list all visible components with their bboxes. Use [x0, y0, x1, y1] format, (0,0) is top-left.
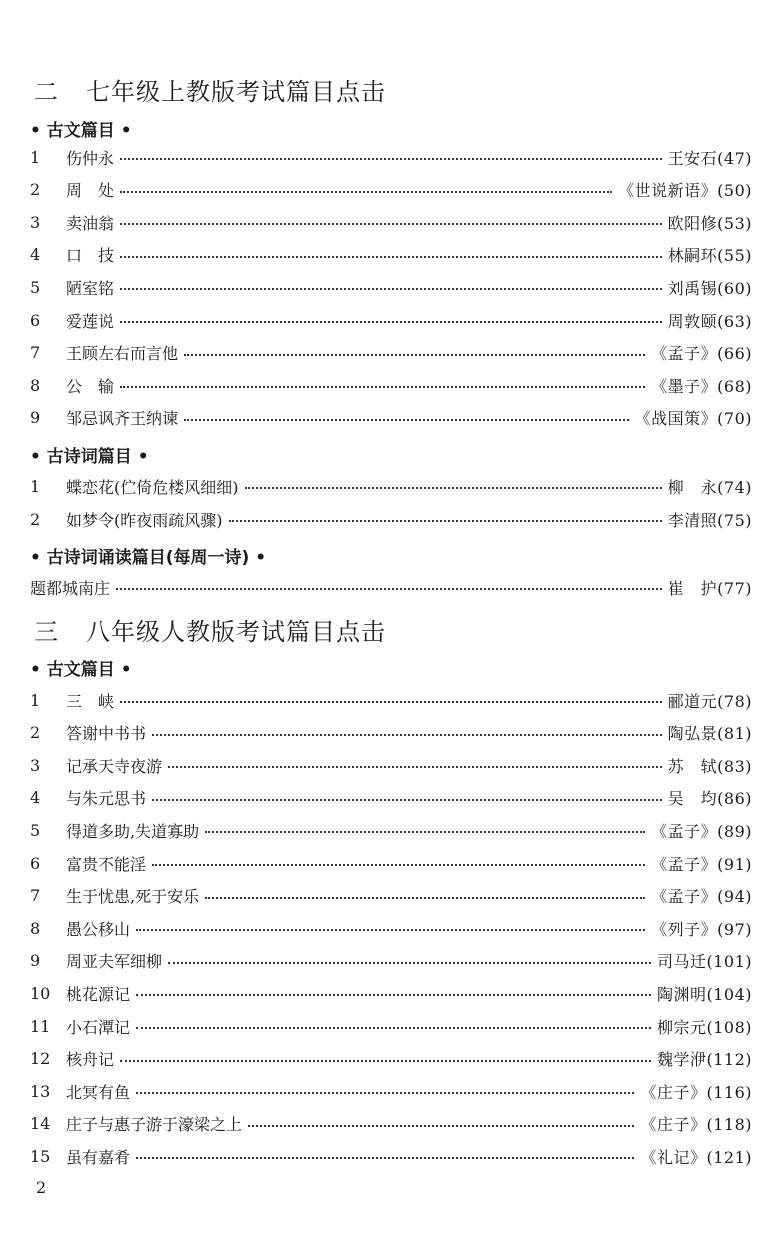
toc-entry — [30, 884, 752, 908]
dot-leader — [120, 223, 662, 225]
dot-leader — [120, 288, 662, 290]
toc-entry — [30, 851, 752, 875]
entry-title: 富贵不能淫 — [66, 854, 147, 874]
dot-leader — [120, 191, 612, 193]
dot-leader — [248, 1125, 634, 1127]
entry-title: 虽有嘉肴 — [66, 1147, 131, 1167]
chapter-heading — [34, 612, 386, 647]
toc-entry — [30, 1144, 752, 1168]
page-number: 2 — [36, 1178, 47, 1197]
dot-leader — [245, 487, 662, 489]
entry-title: 愚公移山 — [66, 919, 131, 939]
entry-title: 与朱元思书 — [66, 789, 147, 809]
toc-entry — [30, 406, 752, 430]
entry-title: 核舟记 — [66, 1050, 115, 1070]
entry-source-page: 《世说新语》(50) — [618, 181, 752, 201]
entry-title: 陋室铭 — [66, 278, 115, 298]
toc-entry — [30, 1047, 752, 1071]
toc-entry — [30, 373, 752, 397]
chapter-heading — [34, 72, 386, 107]
entry-number: 2 — [30, 180, 41, 200]
entry-number: 9 — [30, 408, 41, 428]
section-heading: • 古文篇目 • — [30, 121, 132, 141]
toc-entry — [30, 474, 752, 498]
dot-leader — [184, 354, 645, 356]
entry-title: 公 输 — [66, 376, 115, 396]
entry-number: 3 — [30, 755, 41, 775]
dot-leader — [116, 588, 662, 590]
entry-number: 1 — [30, 476, 41, 496]
entry-number: 14 — [30, 1114, 51, 1134]
entry-title: 伤仲永 — [66, 148, 115, 168]
entry-number: 13 — [30, 1081, 51, 1101]
toc-entry — [30, 178, 752, 202]
section-heading: • 古诗词诵读篇目(每周一诗) • — [30, 548, 267, 568]
dot-leader — [120, 158, 662, 160]
entry-title: 北冥有鱼 — [66, 1082, 131, 1102]
entry-number: 6 — [30, 853, 41, 873]
entry-source-page: 柳 永(74) — [667, 477, 752, 497]
toc-entry — [30, 145, 752, 169]
entry-source-page: 《列子》(97) — [651, 919, 752, 939]
entry-number: 12 — [30, 1049, 51, 1069]
toc-entry — [30, 210, 752, 234]
dot-leader — [120, 386, 645, 388]
chapter-number: 三 — [34, 618, 59, 646]
entry-number: 8 — [30, 375, 41, 395]
entry-title: 如梦令(昨夜雨疏风骤) — [66, 510, 223, 530]
entry-source-page: 《孟子》(89) — [651, 821, 752, 841]
dot-leader — [120, 1060, 651, 1062]
toc-entry — [30, 575, 752, 599]
entry-number: 8 — [30, 918, 41, 938]
entry-source-page: 王安石(47) — [667, 148, 752, 168]
entry-number: 2 — [30, 723, 41, 743]
entry-source-page: 柳宗元(108) — [656, 1017, 752, 1037]
dot-leader — [205, 897, 645, 899]
entry-title: 卖油翁 — [66, 213, 115, 233]
chapter-title: 八年级人教版考试篇目点击 — [86, 618, 386, 646]
dot-leader — [168, 962, 651, 964]
entry-source-page: 《孟子》(91) — [651, 854, 752, 874]
entry-title: 庄子与惠子游于濠梁之上 — [66, 1115, 243, 1135]
dot-leader — [136, 929, 645, 931]
toc-entry — [30, 818, 752, 842]
entry-number: 6 — [30, 310, 41, 330]
entry-number: 15 — [30, 1146, 51, 1166]
entry-title: 记承天寺夜游 — [66, 756, 163, 776]
entry-source-page: 刘禹锡(60) — [667, 278, 752, 298]
entry-source-page: 《战国策》(70) — [634, 409, 752, 429]
toc-entry — [30, 753, 752, 777]
entry-title: 蝶恋花(伫倚危楼风细细) — [66, 477, 239, 497]
entry-title: 答谢中书书 — [66, 724, 147, 744]
entry-source-page: 陶弘景(81) — [667, 724, 752, 744]
toc-entry — [30, 916, 752, 940]
entry-number: 2 — [30, 509, 41, 529]
entry-number: 7 — [30, 343, 41, 363]
toc-entry — [30, 1112, 752, 1136]
entry-source-page: 欧阳修(53) — [667, 213, 752, 233]
entry-source-page: 魏学洢(112) — [656, 1050, 752, 1070]
entry-title: 小石潭记 — [66, 1017, 131, 1037]
section-heading: • 古文篇目 • — [30, 660, 132, 680]
entry-title: 爱莲说 — [66, 311, 115, 331]
chapter-number: 二 — [34, 78, 59, 106]
entry-number: 1 — [30, 147, 41, 167]
toc-entry — [30, 721, 752, 745]
entry-title: 生于忧患,死于安乐 — [66, 887, 200, 907]
entry-title: 周亚夫军细柳 — [66, 952, 163, 972]
dot-leader — [152, 799, 662, 801]
entry-title: 王顾左右而言他 — [66, 344, 179, 364]
dot-leader — [120, 321, 662, 323]
entry-number: 5 — [30, 277, 41, 297]
toc-entry — [30, 786, 752, 810]
entry-title: 邹忌讽齐王纳谏 — [66, 409, 179, 429]
dot-leader — [205, 831, 645, 833]
entry-title: 周 处 — [66, 181, 115, 201]
dot-leader — [136, 994, 651, 996]
entry-number: 10 — [30, 983, 51, 1003]
entry-number: 7 — [30, 886, 41, 906]
chapter-title: 七年级上教版考试篇目点击 — [86, 78, 386, 106]
entry-source-page: 郦道元(78) — [667, 691, 752, 711]
entry-source-page: 《孟子》(94) — [651, 887, 752, 907]
entry-source-page: 《庄子》(118) — [640, 1115, 752, 1135]
entry-source-page: 《孟子》(66) — [651, 344, 752, 364]
toc-entry — [30, 275, 752, 299]
entry-title: 得道多助,失道寡助 — [66, 821, 200, 841]
entry-source-page: 苏 轼(83) — [667, 756, 752, 776]
entry-source-page: 《墨子》(68) — [651, 376, 752, 396]
dot-leader — [120, 701, 662, 703]
entry-source-page: 陶渊明(104) — [656, 984, 752, 1004]
entry-source-page: 司马迁(101) — [656, 952, 752, 972]
dot-leader — [136, 1027, 651, 1029]
dot-leader — [136, 1092, 634, 1094]
dot-leader — [168, 766, 662, 768]
dot-leader — [152, 734, 662, 736]
dot-leader — [229, 520, 662, 522]
entry-number: 3 — [30, 212, 41, 232]
entry-source-page: 吴 均(86) — [667, 789, 752, 809]
toc-entry — [30, 1079, 752, 1103]
entry-title: 桃花源记 — [66, 984, 131, 1004]
toc-entry — [30, 981, 752, 1005]
entry-source-page: 《庄子》(116) — [640, 1082, 752, 1102]
entry-source-page: 李清照(75) — [667, 510, 752, 530]
entry-number: 11 — [30, 1016, 51, 1036]
dot-leader — [152, 864, 645, 866]
toc-entry — [30, 1014, 752, 1038]
toc-entry — [30, 688, 752, 712]
toc-entry — [30, 507, 752, 531]
toc-entry — [30, 308, 752, 332]
entry-source-page: 崔 护(77) — [667, 578, 752, 598]
entry-number: 4 — [30, 245, 41, 265]
dot-leader — [120, 256, 662, 258]
entry-source-page: 周敦颐(63) — [667, 311, 752, 331]
entry-number: 4 — [30, 788, 41, 808]
entry-title: 口 技 — [66, 246, 115, 266]
entry-title: 题都城南庄 — [30, 578, 111, 598]
toc-entry — [30, 949, 752, 973]
toc-entry — [30, 341, 752, 365]
section-heading: • 古诗词篇目 • — [30, 447, 149, 467]
toc-entry — [30, 243, 752, 267]
entry-number: 9 — [30, 951, 41, 971]
entry-number: 5 — [30, 820, 41, 840]
entry-source-page: 林嗣环(55) — [667, 246, 752, 266]
entry-title: 三 峡 — [66, 691, 115, 711]
entry-number: 1 — [30, 690, 41, 710]
dot-leader — [184, 419, 629, 421]
entry-source-page: 《礼记》(121) — [640, 1147, 752, 1167]
dot-leader — [136, 1157, 634, 1159]
